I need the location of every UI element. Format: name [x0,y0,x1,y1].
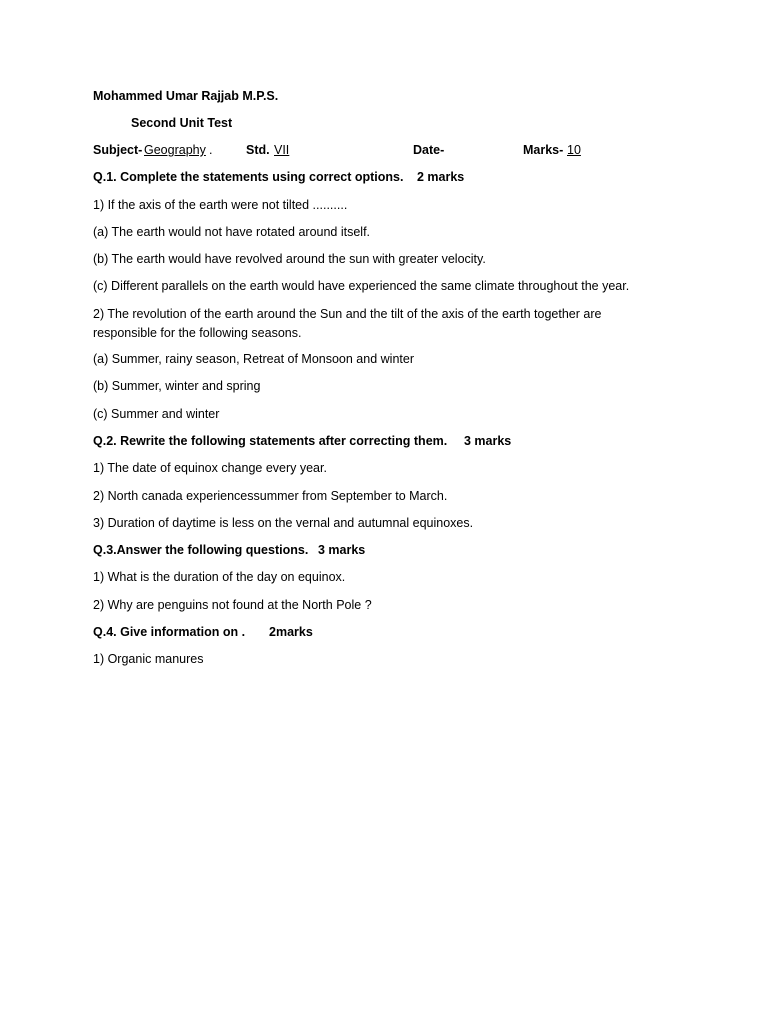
q1-item-2-option-c: (c) Summer and winter [93,407,220,421]
marks-value: 10 [567,143,581,157]
q2-item: 1) The date of equinox change every year. [93,461,327,475]
question-4-heading: Q.4. Give information on . [93,625,246,639]
q1-option-b: (b) The earth would have revolved around the sun with greater velocity. [93,252,486,266]
question-1-heading: Q.1. Complete the statements using correct options. [93,170,404,184]
subject-period: . [209,143,213,157]
std-label: Std. [246,143,270,157]
question-1-marks: 2 marks [417,170,465,184]
question-2-marks: 3 marks [464,434,512,448]
q1-option-a: (a) The earth would not have rotated around itself. [93,225,371,239]
subject-value: Geography [144,143,206,157]
q3-item: 1) What is the duration of the day on equinox. [93,570,346,584]
q1-option-c: (c) Different parallels on the earth would have experienced the same climate throughout the year. [93,279,630,293]
question-3-heading: Q.3.Answer the following questions. [93,543,309,557]
q2-item: 3) Duration of daytime is less on the vernal and autumnal equinoxes. [93,516,474,530]
question-4-marks: 2marks [269,625,313,639]
q1-item-2-option-b: (b) Summer, winter and spring [93,379,261,393]
test-title: Second Unit Test [131,116,233,130]
std-value: VII [274,143,290,157]
date-label: Date- [413,143,445,157]
q1-item-2: 2) The revolution of the earth around the Sun and the tilt of the axis of the earth together are responsible for the following seasons. [93,307,602,340]
question-3-marks: 3 marks [318,543,366,557]
q1-item-2-option-a: (a) Summer, rainy season, Retreat of Monsoon and winter [93,352,414,366]
question-2-heading: Q.2. Rewrite the following statements after correcting them. [93,434,448,448]
q3-item: 2) Why are penguins not found at the North Pole ? [93,598,372,612]
q4-item: 1) Organic manures [93,652,204,666]
q1-item: 1) If the axis of the earth were not tilted .......... [93,198,348,212]
marks-label: Marks- [523,143,564,157]
school-name: Mohammed Umar Rajjab M.P.S. [93,89,279,103]
q2-item: 2) North canada experiencessummer from September to March. [93,489,448,503]
subject-label: Subject- [93,143,143,157]
